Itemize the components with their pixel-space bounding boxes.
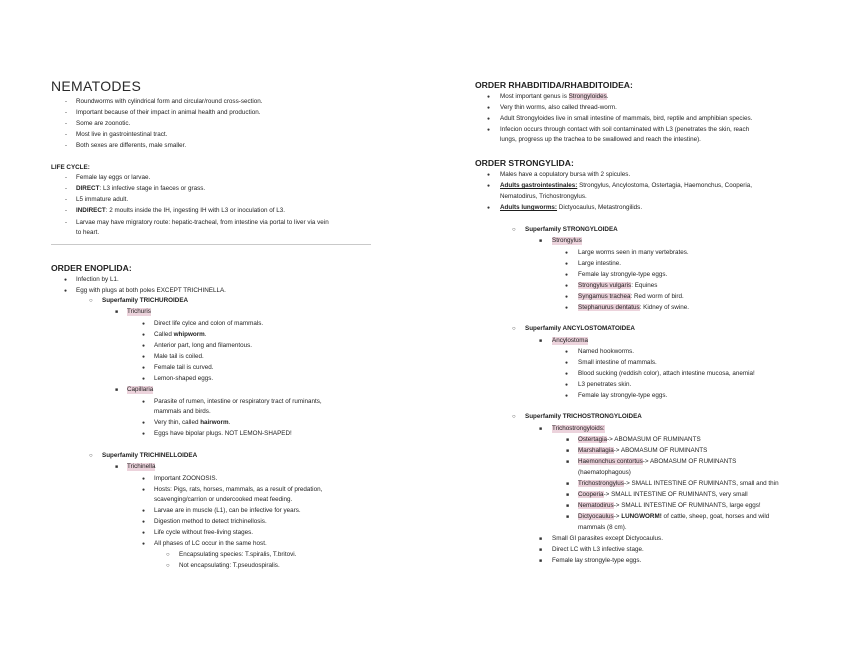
disc-marker: ● (487, 105, 491, 111)
adults-lung-text: Dictyocaulus, Metastrongilids. (557, 204, 643, 211)
dash-marker: - (65, 220, 67, 226)
disc-marker: ● (565, 283, 569, 289)
genus-trichinella: Trichinella (127, 463, 156, 470)
capillaria-item: Eggs have bipolar plugs. NOT LEMON-SHAPED! (154, 430, 292, 437)
rhabditida-item: Adult Strongyloides live in small intestine of mammals, bird, reptile and amphibian species. (500, 115, 753, 122)
called-text: Called (154, 331, 174, 338)
disc-marker: ● (487, 205, 491, 211)
trichuris-item: Male tail is coiled. (154, 353, 204, 360)
square-marker: ■ (566, 481, 570, 487)
location: of cattle, sheep, goat, horses and wild (661, 513, 770, 520)
period: . (204, 331, 207, 338)
trichostrongyloid-item (578, 458, 736, 466)
trichostrongyloid-item (578, 436, 701, 444)
indirect-text: : 2 moults inside the IH, ingesting IH with L3 or inoculation of L3. (105, 207, 285, 214)
dash-marker: - (65, 121, 67, 127)
trichuris-item: Female tail is curved. (154, 364, 214, 371)
disc-marker: ● (142, 487, 146, 493)
genus-name: Cooperia (578, 491, 604, 498)
trichostrongyloid-item (578, 447, 707, 455)
disc-marker: ● (142, 431, 146, 437)
page-title: NEMATODES (51, 78, 142, 94)
trichuris-item: Anterior part, long and filamentous. (154, 342, 253, 349)
genus-strongylus: Strongylus (552, 237, 582, 244)
strongylida-item: Males have a copulatory bursa with 2 spicules. (500, 171, 631, 178)
square-marker: ■ (539, 558, 543, 564)
direct-label: DIRECT (76, 185, 100, 192)
life-cycle-item-cont: to heart. (76, 229, 100, 236)
rhabditida-item: Very thin worms, also called thread-worm. (500, 104, 617, 111)
disc-marker: ● (64, 288, 68, 294)
trichostrongyloid-note: Small GI parasites except Dictyocaulus. (552, 535, 663, 542)
circle-marker: ○ (512, 227, 516, 233)
species-name: Stephanurus dentatus (578, 304, 640, 311)
intro-item: Most live in gastrointestinal tract. (76, 131, 168, 138)
trichostrongyloid-note: Direct LC with L3 infective stage. (552, 546, 644, 553)
trichostrongyloid-note: Female lay strongyle-type eggs. (552, 557, 642, 564)
trichuris-item: Direct life cylce and colon of mammals. (154, 320, 264, 327)
adults-lung-label: Adults lungworms: (500, 204, 558, 211)
strongylida-item (500, 182, 752, 190)
disc-marker: ● (487, 172, 491, 178)
dash-marker: - (65, 99, 67, 105)
square-marker: ■ (566, 514, 570, 520)
period: . (606, 93, 609, 100)
circle-marker: ○ (512, 326, 516, 332)
square-marker: ■ (115, 387, 119, 393)
strongylus-item (578, 304, 689, 312)
genus-trichostrongyloids: Trichostrongyloids: (552, 425, 605, 432)
trichostrongyloid-item (578, 480, 779, 488)
ancylostoma-item: L3 penetrates skin. (578, 381, 632, 388)
dash-marker: - (65, 197, 67, 203)
genus-name: Marshallagia (578, 447, 614, 454)
capillaria-item: Parasite of rumen, intestine or respiratory tract of ruminants, (154, 398, 322, 405)
disc-marker: ● (565, 250, 569, 256)
rhabditida-item-cont: lungs, progress up the trachea to be swallowed and reach the intestine). (500, 136, 701, 143)
circle-marker: ○ (89, 298, 93, 304)
whipworm-term: whipworm (173, 331, 205, 338)
species-desc: : Red worm of bird. (630, 293, 684, 300)
adults-gi-text: Strongylus, Ancylostoma, Ostertagia, Haemonchus, Cooperia, (577, 182, 752, 189)
square-marker: ■ (566, 437, 570, 443)
hairworm-term: hairworm (200, 419, 229, 426)
location: -> ABOMASUM OF RUMINANTS (613, 447, 708, 454)
disc-marker: ● (142, 476, 146, 482)
trichuris-item (154, 331, 207, 339)
rhabditida-heading: ORDER RHABDITIDA/RHABDITOIDEA: (475, 80, 633, 90)
disc-marker: ● (565, 360, 569, 366)
lungworm-term: LUNGWORM! (621, 513, 662, 520)
genus-name: Ostertagia (578, 436, 608, 443)
strongylus-item: Female lay strongyle-type eggs. (578, 271, 668, 278)
square-marker: ■ (566, 459, 570, 465)
circle-marker: ○ (166, 563, 170, 569)
dash-marker: - (65, 208, 67, 214)
disc-marker: ● (565, 382, 569, 388)
superfamily-trichuroidea: Superfamily TRICHUROIDEA (102, 297, 189, 304)
trichinella-item: Important ZOONOSIS. (154, 475, 218, 482)
disc-marker: ● (487, 127, 491, 133)
trichuris-item: Lemon-shaped eggs. (154, 375, 214, 382)
square-marker: ■ (539, 536, 543, 542)
disc-marker: ● (142, 332, 146, 338)
strongylus-item: Large intestine. (578, 260, 622, 267)
strongylus-item (578, 293, 684, 301)
square-marker: ■ (566, 492, 570, 498)
rhabditida-item: Infecion occurs through contact with soil contaminated with L3 (penetrates the skin, reach (500, 126, 750, 133)
trichostrongyloid-item-cont: mammals (8 cm). (578, 524, 627, 531)
location: -> ABOMASUM OF RUMINANTS (642, 458, 737, 465)
species-desc: : Equines (631, 282, 658, 289)
species-name: Syngamus trachea (578, 293, 631, 300)
location: -> ABOMASUM OF RUMINANTS (607, 436, 701, 443)
life-cycle-item: Larvae may have migratory route: hepatic-tracheal, from intestine via portal to liver via vein (76, 219, 329, 226)
direct-text: : L3 infective stage in faeces or grass. (99, 185, 206, 192)
intro-item: Both sexes are differents, male smaller. (76, 142, 187, 149)
disc-marker: ● (487, 183, 491, 189)
disc-marker: ● (142, 399, 146, 405)
circle-marker: ○ (512, 414, 516, 420)
trichinella-item-cont: scavenging/carrion or undercooked meat feeding. (154, 496, 293, 503)
square-marker: ■ (566, 503, 570, 509)
disc-marker: ● (142, 354, 146, 360)
disc-marker: ● (565, 294, 569, 300)
genus-trichuris: Trichuris (127, 308, 151, 315)
square-marker: ■ (539, 238, 543, 244)
circle-marker: ○ (89, 453, 93, 459)
disc-marker: ● (64, 277, 68, 283)
trichinella-item: Life cycle without free-living stages. (154, 529, 254, 536)
genus-name: Dictyocaulus (578, 513, 614, 520)
strongylida-item (500, 204, 642, 212)
trichinella-item: Larvae are in muscle (L1), can be infective for years. (154, 507, 301, 514)
intro-item: Important because of their impact in animal health and production. (76, 109, 261, 116)
arrow: -> (613, 513, 622, 520)
genus-name: Nematodirus (578, 502, 614, 509)
disc-marker: ● (142, 519, 146, 525)
square-marker: ■ (566, 448, 570, 454)
trichinella-subitem: Not encapsulating: T.pseudospiralis. (179, 562, 280, 569)
ancylostoma-item: Small intestine of mammals. (578, 359, 657, 366)
disc-marker: ● (142, 343, 146, 349)
intro-item: Roundworms with cylindrical form and circular/round cross-section. (76, 98, 263, 105)
location: -> SMALL INTESTINE OF RUMINANTS, small and thin (623, 480, 779, 487)
intro-item: Some are zoonotic. (76, 120, 131, 127)
square-marker: ■ (539, 338, 543, 344)
disc-marker: ● (565, 261, 569, 267)
trichostrongyloid-item (578, 502, 761, 510)
strongyloides-term: Strongyloides (568, 93, 607, 100)
square-marker: ■ (539, 547, 543, 553)
dash-marker: - (65, 175, 67, 181)
disc-marker: ● (142, 508, 146, 514)
species-name: Strongylus vulgaris (578, 282, 632, 289)
life-cycle-item (76, 185, 205, 193)
trichinella-item: Digestion method to detect trichinellosis. (154, 518, 267, 525)
location: -> SMALL INTESTINE OF RUMINANTS, very small (603, 491, 748, 498)
enoplida-item: Egg with plugs at both poles EXCEPT TRICHINELLA. (76, 287, 226, 294)
trichinella-item: All phases of LC occur in the same host. (154, 540, 267, 547)
rhabditida-item (500, 93, 609, 101)
trichostrongyloid-item-cont: (haematophagous) (578, 469, 631, 476)
enoplida-heading: ORDER ENOPLIDA: (51, 263, 132, 273)
species-desc: : Kidney of swine. (639, 304, 689, 311)
trichostrongyloid-item (578, 491, 748, 499)
very-thin-text: Very thin, called (154, 419, 201, 426)
disc-marker: ● (487, 116, 491, 122)
disc-marker: ● (142, 420, 146, 426)
dash-marker: - (65, 186, 67, 192)
ancylostoma-item: Female lay strongyle-type eggs. (578, 392, 668, 399)
superfamily-ancylostomatoidea: Superfamily ANCYLOSTOMATOIDEA (525, 325, 635, 332)
strongylus-item (578, 282, 657, 290)
section-divider (51, 244, 371, 245)
dash-marker: - (65, 132, 67, 138)
dash-marker: - (65, 110, 67, 116)
genus-name: Haemonchus contortus (578, 458, 643, 465)
location: -> SMALL INTESTINE OF RUMINANTS, large eggs! (613, 502, 761, 509)
disc-marker: ● (142, 376, 146, 382)
disc-marker: ● (565, 272, 569, 278)
square-marker: ■ (115, 309, 119, 315)
ancylostoma-item: Blood sucking (reddish color), attach intestine mucosa, anemia! (578, 370, 755, 377)
trichinella-subitem: Encapsulating species: T.spiralis, T.britovi. (179, 551, 297, 558)
superfamily-trichostrongyloidea: Superfamily TRICHOSTRONGYLOIDEA (525, 413, 642, 420)
adults-gi-label: Adults gastrointestinales: (500, 182, 578, 189)
circle-marker: ○ (166, 552, 170, 558)
period: . (228, 419, 231, 426)
square-marker: ■ (115, 464, 119, 470)
disc-marker: ● (565, 305, 569, 311)
disc-marker: ● (565, 371, 569, 377)
disc-marker: ● (565, 393, 569, 399)
trichostrongyloid-item (578, 513, 769, 521)
genus-ancylostoma: Ancylostoma (552, 337, 589, 344)
disc-marker: ● (487, 94, 491, 100)
indirect-label: INDIRECT (76, 207, 106, 214)
dash-marker: - (65, 143, 67, 149)
strongylida-item-cont: Nematodirus, Trichostrongylus. (500, 193, 587, 200)
trichinella-item: Hosts: Pigs, rats, horses, mammals, as a result of predation, (154, 486, 323, 493)
strongylida-heading: ORDER STRONGYLIDA: (475, 158, 574, 168)
capillaria-item-cont: mammals and birds. (154, 408, 211, 415)
genus-intro: Most important genus is (500, 93, 569, 100)
ancylostoma-item: Named hookworms. (578, 348, 634, 355)
life-cycle-item (76, 207, 285, 215)
disc-marker: ● (142, 530, 146, 536)
disc-marker: ● (142, 541, 146, 547)
disc-marker: ● (565, 349, 569, 355)
life-cycle-item: Female lay eggs or larvae. (76, 174, 151, 181)
square-marker: ■ (539, 426, 543, 432)
strongylus-item: Large worms seen in many vertebrates. (578, 249, 689, 256)
superfamily-strongyloidea: Superfamily STRONGYLOIDEA (525, 226, 618, 233)
superfamily-trichinelloidea: Superfamily TRICHINELLOIDEA (102, 452, 198, 459)
enoplida-item: Infection by L1. (76, 276, 119, 283)
capillaria-item (154, 419, 230, 427)
life-cycle-item: L5 immature adult. (76, 196, 129, 203)
disc-marker: ● (142, 365, 146, 371)
genus-capillaria: Capillaria (127, 386, 154, 393)
life-cycle-heading: LIFE CYCLE: (51, 164, 90, 171)
genus-name: Trichostrongylus (578, 480, 624, 487)
disc-marker: ● (142, 321, 146, 327)
